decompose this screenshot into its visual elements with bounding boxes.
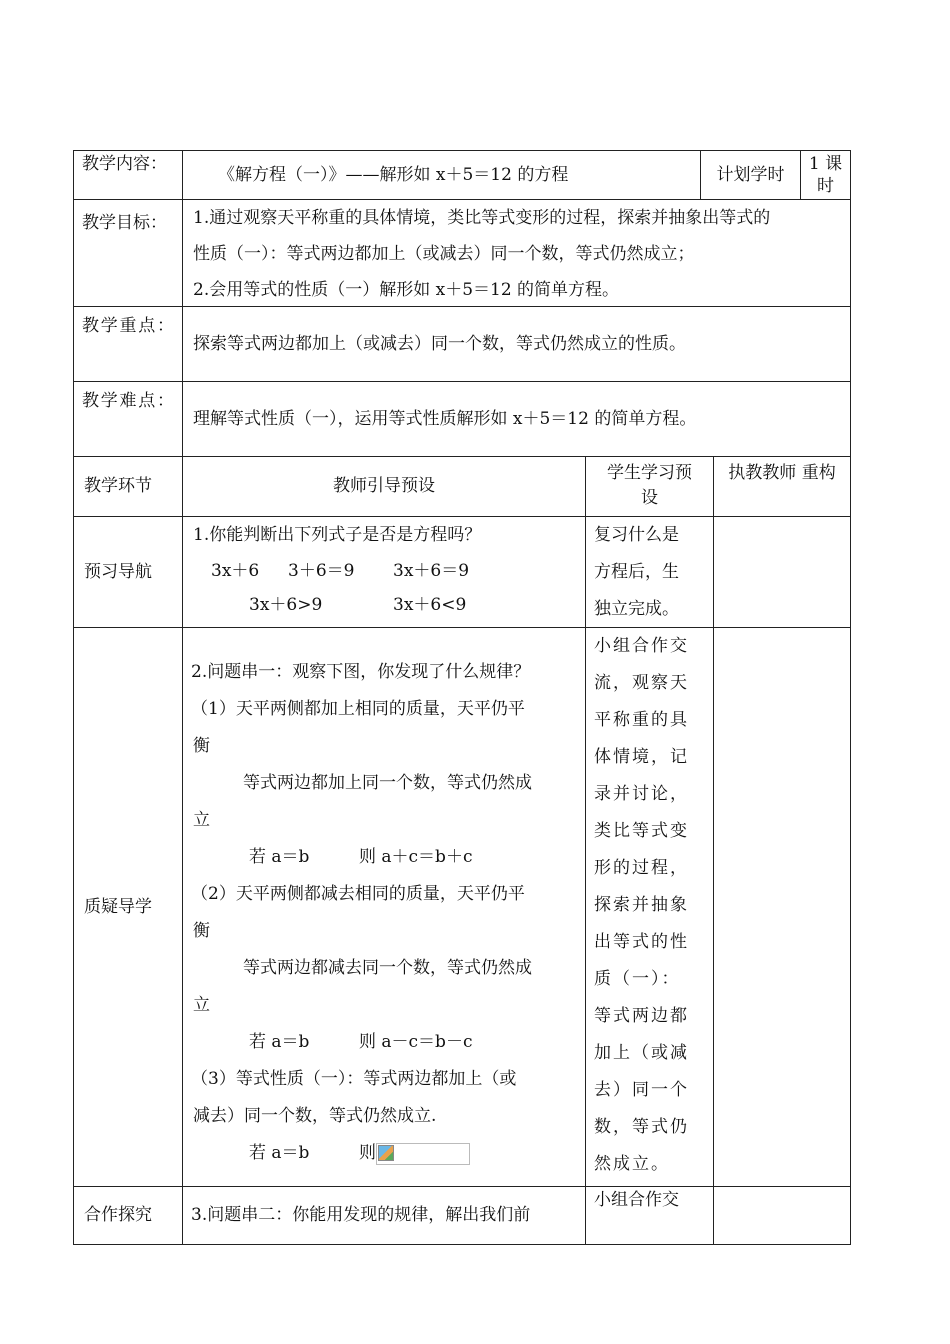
- col-stage-header-cell: [73, 456, 183, 517]
- inquiry-student-line: 加上（或减: [594, 1043, 689, 1063]
- preview-student-line: 方程后，生: [594, 562, 679, 582]
- cooperate-stage-cell: [73, 1186, 183, 1245]
- objectives-label-cell: [73, 199, 183, 307]
- inquiry-s2e: [191, 1024, 577, 1061]
- inquiry-student-line: 质（一）：: [594, 969, 681, 989]
- difficulty-label-cell: [73, 381, 183, 457]
- expr-4: 3x＋6>9: [249, 595, 323, 615]
- inquiry-s1d: 立: [193, 810, 210, 830]
- preview-expr-row-2: [193, 587, 575, 621]
- inquiry-s3c-then-wrap: [359, 1135, 470, 1172]
- inquiry-s2c: 等式两边都减去同一个数，等式仍然成: [243, 958, 532, 978]
- inquiry-stage-cell: [73, 627, 183, 1187]
- preview-student-line: 复习什么是: [594, 525, 679, 545]
- header-content-label: 教学内容：: [82, 154, 167, 174]
- difficulty-label: 教学难点：: [82, 391, 174, 411]
- inquiry-student-line: 小组合作交: [594, 636, 689, 656]
- keypoint-label-cell: [73, 306, 183, 382]
- preview-rebuild-cell: [713, 516, 851, 628]
- col-teacher-header-cell: [182, 456, 586, 517]
- lesson-title: 《解方程（一）》——解形如 x＋5＝12 的方程: [218, 164, 569, 185]
- keypoint-text: 探索等式两边都加上（或减去）同一个数，等式仍然成立的性质。: [193, 333, 686, 354]
- inquiry-s1a: （1）天平两侧都加上相同的质量，天平仍平: [191, 699, 525, 719]
- cooperate-student: 小组合作交: [594, 1190, 679, 1210]
- cooperate-rebuild-cell: [713, 1186, 851, 1245]
- plan-value: 1 课时: [808, 154, 843, 196]
- objectives-line-2: 性质（一）：等式两边都加上（或减去）同一个数，等式仍然成立；: [193, 244, 695, 264]
- objectives-label: 教学目标：: [82, 213, 167, 233]
- inquiry-s3a: （3）等式性质（一）：等式两边都加上（或: [191, 1069, 517, 1089]
- inquiry-student-line: 等式两边都: [594, 1006, 689, 1026]
- inquiry-student-line: 形的过程，: [594, 858, 689, 878]
- cooperate-question: 3.问题串二：你能用发现的规律，解出我们前: [191, 1205, 531, 1225]
- header-content-label-cell: [73, 150, 183, 200]
- inquiry-s1e-if: 若 a＝b: [249, 847, 310, 867]
- inquiry-s1e-then: 则 a＋c＝b＋c: [359, 847, 473, 867]
- col-rebuild-header: 执教教师 重构: [728, 463, 836, 483]
- inquiry-s3c-if: 若 a＝b: [249, 1143, 310, 1163]
- inquiry-s2a: （2）天平两侧都减去相同的质量，天平仍平: [191, 884, 525, 904]
- inquiry-s2b: 衡: [193, 921, 210, 941]
- inquiry-student-line: 然成立。: [594, 1154, 670, 1174]
- inquiry-s3c-then: 则: [359, 1143, 376, 1163]
- objectives-line-3: 2.会用等式的性质（一）解形如 x＋5＝12 的简单方程。: [193, 280, 620, 300]
- inquiry-s1b: 衡: [193, 736, 210, 756]
- inquiry-student-line: 平称重的具: [594, 710, 689, 730]
- broken-image-icon: [376, 1143, 470, 1165]
- inquiry-student-line: 探索并抽象: [594, 895, 689, 915]
- difficulty-text: 理解等式性质（一），运用等式性质解形如 x＋5＝12 的简单方程。: [193, 408, 697, 429]
- inquiry-teacher-cell: [182, 627, 586, 1187]
- col-student-header: 学生学习预设: [607, 463, 692, 508]
- col-stage-header: 教学环节: [84, 476, 152, 496]
- keypoint-label: 教学重点：: [82, 316, 174, 336]
- col-teacher-header: 教师引导预设: [333, 476, 435, 496]
- inquiry-s1e: [191, 839, 577, 876]
- expr-1: 3x＋6: [211, 561, 260, 581]
- preview-question: 1.你能判断出下列式子是否是方程吗？: [193, 525, 482, 545]
- difficulty-text-cell: [182, 381, 851, 457]
- expr-2: 3＋6＝9: [288, 561, 355, 581]
- inquiry-rebuild-cell: [713, 627, 851, 1187]
- cooperate-stage: 合作探究: [84, 1205, 152, 1225]
- inquiry-student-line: 去）同一个: [594, 1080, 689, 1100]
- keypoint-text-cell: [182, 306, 851, 382]
- plan-value-cell: [800, 150, 851, 200]
- inquiry-student-line: 流，观察天: [594, 673, 689, 693]
- inquiry-s2e-then: 则 a－c＝b－c: [359, 1032, 473, 1052]
- col-student-header-cell: [585, 456, 714, 517]
- expr-5: 3x＋6<9: [393, 595, 467, 615]
- inquiry-s3b: 减去）同一个数，等式仍然成立.: [193, 1106, 437, 1126]
- plan-label: 计划学时: [716, 164, 785, 185]
- plan-label-cell: [700, 150, 801, 200]
- preview-teacher-cell: [182, 516, 586, 628]
- header-title-cell: [182, 150, 701, 200]
- preview-student-cell: [585, 516, 714, 628]
- inquiry-s2d: 立: [193, 995, 210, 1015]
- inquiry-student-line: 录并讨论，: [594, 784, 689, 804]
- preview-student-line: 独立完成。: [594, 599, 679, 619]
- preview-expr-row-1: [193, 553, 575, 587]
- inquiry-student-line: 类比等式变: [594, 821, 689, 841]
- inquiry-question: 2.问题串一：观察下图，你发现了什么规律？: [191, 662, 531, 682]
- cooperate-student-cell: [585, 1186, 714, 1245]
- inquiry-student-line: 体情境，记: [594, 747, 689, 767]
- inquiry-student-cell: [585, 627, 714, 1187]
- inquiry-student-line: 数，等式仍: [594, 1117, 689, 1137]
- col-rebuild-header-cell: [713, 456, 851, 517]
- inquiry-student-line: 出等式的性: [594, 932, 689, 952]
- cooperate-teacher-cell: [182, 1186, 586, 1245]
- inquiry-stage: 质疑导学: [84, 896, 152, 917]
- objectives-text-cell: [182, 199, 851, 307]
- inquiry-s2e-if: 若 a＝b: [249, 1032, 310, 1052]
- inquiry-s1c: 等式两边都加上同一个数，等式仍然成: [243, 773, 532, 793]
- inquiry-s3c: [191, 1135, 577, 1172]
- preview-stage-cell: [73, 516, 183, 628]
- preview-stage: 预习导航: [84, 561, 152, 582]
- objectives-line-1: 1.通过观察天平称重的具体情境，类比等式变形的过程，探索并抽象出等式的: [193, 208, 771, 228]
- expr-3: 3x＋6＝9: [393, 561, 470, 581]
